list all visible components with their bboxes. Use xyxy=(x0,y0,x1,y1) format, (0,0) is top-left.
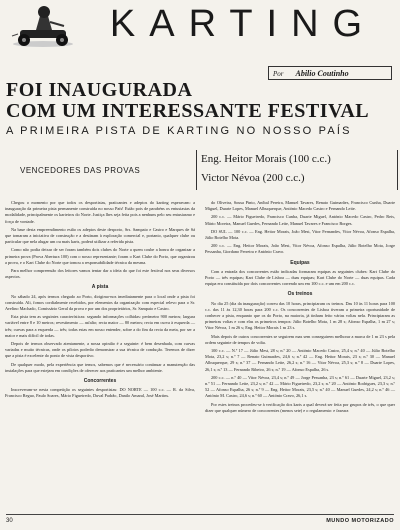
paragraph: Com a entrada dos concorrentes estão indicadas formaram equipas as seguintes clubes: Kart Clube do Porto — três equipas; Kart Clube de Lisboa — duas equipas; Kart Clube do Norte — duas equipas. Cada equipa era constituída por dois concorrentes correndo um em 100 c.c. e um em 200 c.c. xyxy=(205,268,395,287)
headline-subtitle: A PRIMEIRA PISTA DE KARTING NO NOSSO PAÍS xyxy=(6,125,352,137)
paragraph: Chegou o momento por que todos os desportistas, praticantes e adeptos do karting esperavam: a inauguração da primeira pista permanente construída no nosso País! Estão pois de parabéns os entusiastas da modalidade, principalmente os karteiros do Norte. Justiça lhes seja feita pois a nenhuns pelo seu entusiasmo e força de vontade. xyxy=(5,200,195,224)
headline-line-2: COM UM INTERESSANTE FESTIVAL xyxy=(6,100,370,122)
byline-prefix: Por xyxy=(273,70,284,78)
subheading: A pista xyxy=(91,284,109,291)
byline-author: Abilio Coutinho xyxy=(295,69,349,78)
winner-100cc: Eng. Heitor Morais (100 c.c.) xyxy=(201,153,331,165)
winners-label: VENCEDORES DAS PROVAS xyxy=(20,166,141,175)
paragraph: Por estes treinos procedeu-se à verificação dos karts a qual deverá ser feita por grupos de três, o que quer dizer que qualquer número de concorrentes (menos sete) e o regulamento: e faseara xyxy=(205,401,395,413)
winners-box xyxy=(196,150,398,190)
winner-200cc: Victor Névoa (200 c.c.) xyxy=(201,172,305,184)
paragraph: DO SUL — 100 c.c. — Eng. Heitor Morais, João Mest, Vitor Fernandes, Vitor Névoa, Afonso Espalha, Júlio Botelho Mota. xyxy=(205,228,395,241)
section-title: KARTING xyxy=(109,3,377,45)
paragraph: 200 c.c. — Eng. Heitor Morais, João Mest, Vitor Névoa, Afonso Espalha, Júlio Botelho Mota, Jorge Pessanha, Giordano Ferreira e António Cravo. xyxy=(205,243,395,255)
footer-rule xyxy=(6,514,394,515)
subheading: Equipas xyxy=(290,259,310,266)
paragraph: No sábado 24, após termos chegado ao Porto, dirigimo-nos imediatamente para o local onde a pista foi construída. Ali, fomos cordialmente recebidos, por elementos da organização com especial relevo para o Sr. Avelino Machado, Comissário Geral da prova e por um dos proprietários, Sr. Sampaio e Castro. xyxy=(5,293,195,312)
paragraph: Mais depois de outros concorrentes se seguirem mas sem conseguirem melhorar a marca de 1 m 23 s pela ordem seguinte de tempos de volta. xyxy=(205,333,395,345)
paragraph: Inscreveram-se nesta competição os seguintes desportistas: DO NORTE — 100 c.c. — R. da Silva, Francisco Reguo, Paulo Soares, Mário Figueiredo, Duval Padrão, Danilo Amaral, José Martins. xyxy=(5,387,195,399)
paragraph: Para melhor compreensão dos leitores vamos tentar dar a ideia do que foi este festival nos seus diversos aspectos. xyxy=(5,268,195,280)
paragraph: De qualquer modo, pela experiência que temos, sabemos que é necessário continuar a manutenção das instalações para que estejam em condições de oferecer aos praticantes um melhor ambiente. xyxy=(5,361,195,373)
byline xyxy=(268,66,392,80)
headline-line-1: FOI INAUGURADA xyxy=(6,79,193,101)
paragraph: Como não podia deixar de ser foram também dois clubes do Norte a quem coube a honra de organizar a primeira prova (Prova Abertura 100) com o nosso representante; foram o Kart Clube do Porto, que organizou a prova, e o Kart Clube do Norte que tomou a responsabilidade técnica da mesma. xyxy=(5,247,195,265)
paragraph: No dia 25 (dia da inauguração) correu das 10 horas, principiaram os treinos. Das 10 às 11 horas para 100 c.c. das 11 às 12,30 horas para 200 c.c. Os concorrentes de Lisboa tiveram a primeira oportunidade de conhecer a pista, enquanto que os do Porto, na maioria, já tinham feito várias voltas nela. Principiaram as primeiras voltas e com elas os primeiros tempos: Júlio Botelho Mota, 1 m 28 s; Afonso Espalha, 1 m 27 s; Vitor Névoa, 1 m 26 s; Eng. Heitor Morais 1 m 23 s. xyxy=(205,300,395,331)
magazine-name: MUNDO MOTORIZADO xyxy=(326,518,394,524)
paragraph: Depois de termos observado atentamente, a nossa opinião é a seguinte: é bem desenhada, com curvas variadas e muito técnicas, onde os pilotos poderão demonstrar a sua técnica de condução. Teremos de dizer que a pista é excelente do ponto de vista desportivo. xyxy=(5,341,195,359)
paragraph: 200 c.c. — Mário Figueiredo, Francisco Cunha, Duarte Miguel, António Macedo Castro, Pedro Reis, Mário Moreira, Manuel Guedes, Fernando Leite, Manuel Tavares e Francisco Borges. xyxy=(205,214,395,226)
kart-driver-illustration xyxy=(8,4,78,48)
paragraph: 100 c.c. — N.º 17 — Júlio Mest, 28 s; n.º 20 — António Macedo Castro, 25,4 s; n.º 40 — Júlio Botelho Mota, 23,2 s; n.º 7 — Renato Guimarães, 24,6 s; n.º 42 — Eng. Heitor Morais, 23 s; n.º 30 — Manuel Albuquerque, 29 s; n.º 37 — Fernando Leite, 26,2 s; n.º 16 — Vitor Névoa, 25,3 s; n.º 8 — Duarte Lopes, 26,1 s; n.º 13 — Fernando Ribeiro, 26 s; n.º 19 — Afonso Espalha, 26 s. xyxy=(205,348,395,372)
paragraph: Na base desta empreendimento estão os adeptos deste desporto, Srs. Sampaio e Castro e Marques de Sá que tomaram a iniciativa de construção e a destinam à exploração comercial e, portanto, qualquer clube ou particular que nela alugar um ou mais karts, poderá utilizar a referida pista. xyxy=(5,226,195,245)
article-column-right xyxy=(205,200,395,416)
paragraph: do Oliveira, Sousa Pinto, Aníbal Pereira, Manuel Tavares, Renato Guimarães, Francisco Cunha, Duarte Miguel, Duarte Lopes, Manuel Albuquerque, António Macedo Castro e Fernando Leite. xyxy=(205,200,395,212)
subheading: Os treinos xyxy=(287,291,313,298)
paragraph: 200 c.c. — n.º 40 — Vitor Névoa, 23,4 s; n.º 49 — Jorge Pessanha, 23 s; n.º 61 — Duarte Miguel, 23,2 s; n.º 51 — Fernando Leite, 23,2 s; n.º 42 — Mário Figueiredo, 23,2 s; n.º 20 — António Rodrigues, 23,3 s; n.º 52 — Afonso Espalha, 26 s; n.º 9 — Eng. Heitor Morais, 23,5 s; n.º 40 — Manuel Guedes, 24,2 s; n.º 46 — António M. Castro, 24,6 s; n.º 60 — António Cravo, 26,1 s. xyxy=(205,374,395,399)
paragraph: Esta pista tem as seguintes características: segundo informações colhidas: perímetro 900 metros; largura variável entre 8 e 10 metros; revestimento — asfalto; recta maior — 80 metros; recta em curva à esquerda — três; curvas para a esquerda — três; todas estas em nosso entender, sobre a do fim da recta da meta, por ser a maior e mais difícil de todas. xyxy=(5,314,195,338)
page-number: 30 xyxy=(6,518,13,524)
subheading: Concorrentes xyxy=(83,378,117,385)
article-column-left xyxy=(5,200,195,402)
